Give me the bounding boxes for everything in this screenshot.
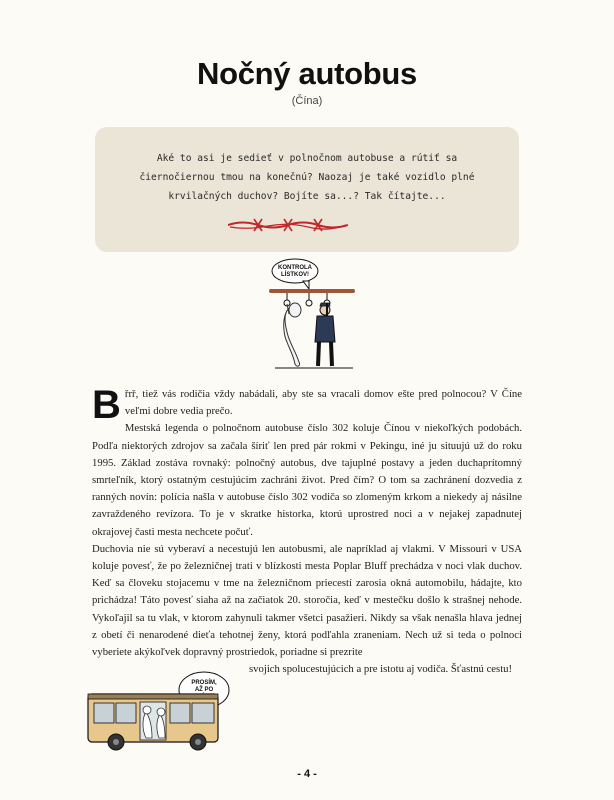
barbed-wire-divider [228, 215, 348, 235]
conductor-ghost-illustration [265, 258, 355, 370]
paragraph-2: Mestská legenda o polnočnom autobuse číslo 302 koluje Čínou v niekoľkých podobách. Podľa niektorých zdrojov sa začala šíriť len pred pár rokmi v Pekingu, iné ju situujú už do roku 1995. Základ zostáva rovnaký: polnočný autobus, dve tajuplné postavy a jeden duchaprítomný smrteľník, ktorý ostatným cestujúcim zachráni život. Pred čím? O tom sa zachránení dozvedia z ranných novín: polícia našla v autobuse číslo 302 vodiča so zlomeným krkom a niekedy aj násilne zavraždeného revízora. To je v skratke historka, ktorú uprostred noci a v nejakej zapadnutej okrajovej časti mesta nechcete počuť. [92, 422, 522, 538]
conductor-speech-bubble [272, 259, 318, 289]
intro-box [95, 127, 519, 252]
paragraph-4: svojich spolucestujúcich a pre istotu aj vodiča. Šťastnú cestu! [249, 663, 513, 676]
conductor-figure [315, 303, 335, 366]
paragraph-3: Duchovia nie sú vyberaví a necestujú len autobusmi, ale napríklad aj vlakmi. V Missouri v USA koluje povesť, že po železničnej trati v blízkosti mesta Poplar Bluff prechádza v noci vlak duchov. Keď sa človeku stojacemu v tme na železničnom priecestí zarosia okná automobilu, hádajte, kto prichádza! Táto povesť siaha až na začiatok 20. storočia, keď v mestečku došlo k strašnej nehode. Vykoľajil sa tu vlak, v ktorom zahynuli takmer všetci pasažieri. Nikdy sa však nenašla hlava jednej z obetí či nenarodené dieťa tehotnej ženy, ktorá podľahla zraneniam. Nech už si teda o polnoci vyberiete akýkoľvek dopravný prostriedok, poriadne si prezrite [92, 542, 522, 659]
page-number: - 4 - [297, 768, 317, 780]
paragraph-1-text: řrř, tiež vás rodičia vždy nabádali, aby ste sa vracali domov ešte pred polnocou? V Číne veľmi dobre vedia prečo. [124, 388, 522, 418]
conductor-bubble-line2: LÍSTKOV! [281, 272, 309, 278]
paragraph-1 [92, 383, 522, 427]
ghost-figure [284, 303, 301, 366]
bus-illustration [86, 668, 236, 752]
bus-bubble-line2: AŽ PO [194, 687, 214, 693]
bus-bubble-line1: PROSÍM, [191, 680, 217, 686]
article-body [92, 383, 522, 678]
page-subtitle: (Čína) [291, 95, 323, 107]
intro-text: Aké to asi je sedieť v polnočnom autobuse a rútiť sa čiernočiernou tmou na konečnú? Naozaj je také vozidlo plné krvilačných duchov? Bojíte sa...? Tak čítajte... [139, 153, 475, 202]
conductor-bubble-line1: KONTROLA [278, 265, 312, 271]
drop-cap: B [92, 383, 121, 427]
page-title: Nočný autobus [196, 56, 417, 91]
